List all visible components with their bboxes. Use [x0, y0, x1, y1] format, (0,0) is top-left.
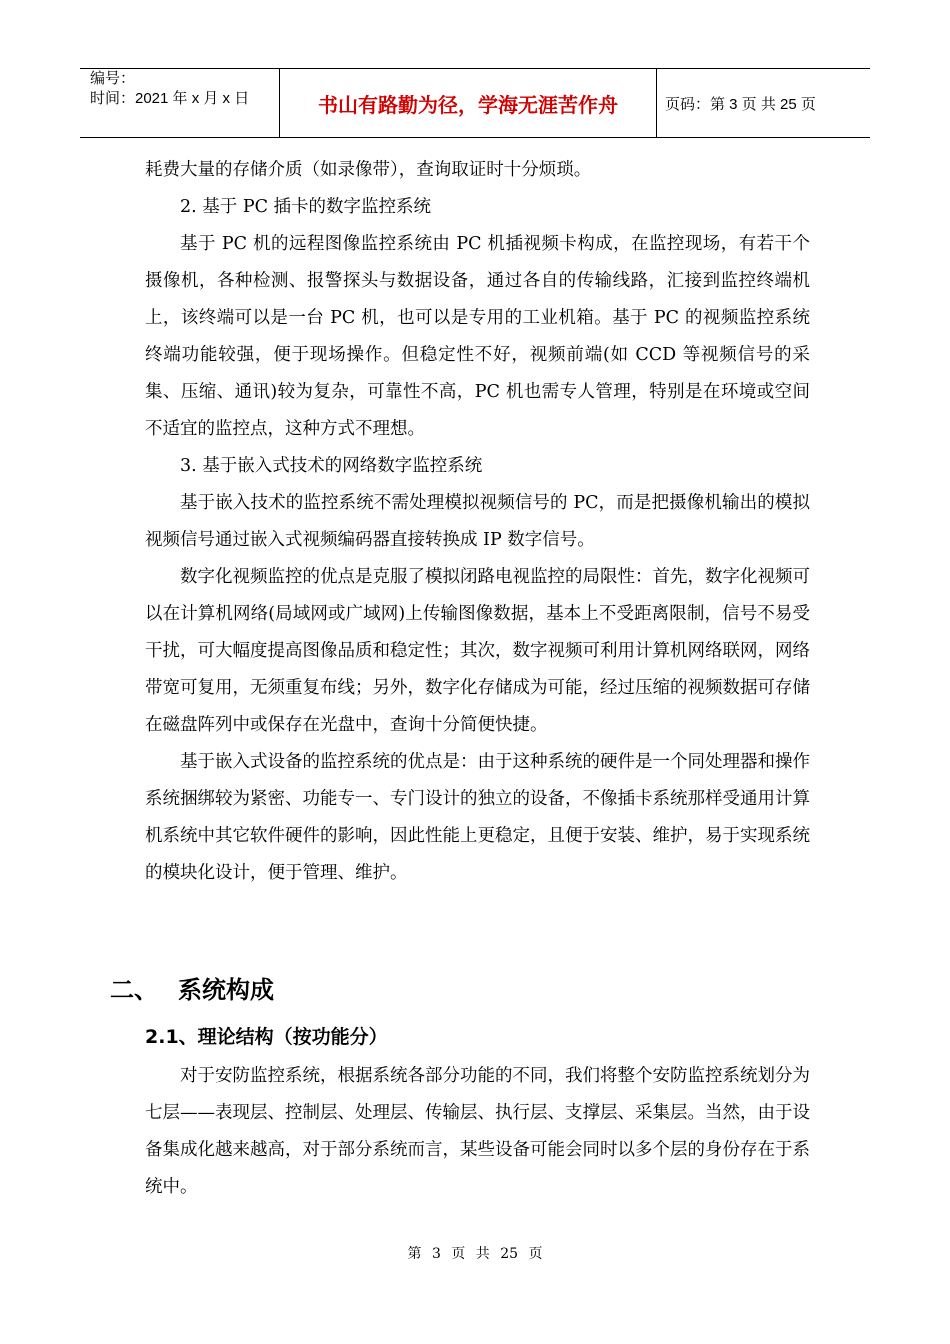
- page-header: [80, 68, 870, 138]
- section-number: 二、: [110, 976, 158, 1004]
- paragraph: 基于嵌入技术的监控系统不需处理模拟视频信号的 PC，而是把摄像机输出的模拟视频信号通过嵌入式视频编码器直接转换成 IP 数字信号。: [145, 493, 810, 550]
- body-text: [145, 152, 810, 892]
- section-heading: [110, 970, 274, 1005]
- subheading-embedded: 3. 基于嵌入式技术的网络数字监控系统: [180, 456, 483, 476]
- header-page-info: 页码：第 3 页 共 25 页: [665, 95, 816, 113]
- subsection-heading: 2.1、理论结构（按功能分）: [145, 1026, 388, 1048]
- page-footer: 第 3 页 共 25 页: [407, 1246, 543, 1262]
- paragraph: 数字化视频监控的优点是克服了模拟闭路电视监控的局限性：首先，数字化视频可以在计算机网络(局域网或广域网)上传输图像数据，基本上不受距离限制，信号不易受干扰，可大幅度提高图像品质和稳定性；其次，数字视频可利用计算机网络联网，网络带宽可复用，无须重复布线；另外，数字化存储成为可能，经过压缩的视频数据可存储在磁盘阵列中或保存在光盘中，查询十分简便快捷。: [145, 567, 810, 735]
- section-body: [145, 1058, 810, 1206]
- section-title: 系统构成: [178, 976, 274, 1004]
- document-date: 时间：2021 年 x 月 x 日: [90, 90, 250, 107]
- paragraph: 基于嵌入式设备的监控系统的优点是：由于这种系统的硬件是一个同处理器和操作系统捆绑较为紧密、功能专一、专门设计的独立的设备，不像插卡系统那样受通用计算机系统中其它软件硬件的影响，因此性能上更稳定，且便于安装、维护，易于实现系统的模块化设计，便于管理、维护。: [145, 752, 810, 883]
- paragraph: 基于 PC 机的远程图像监控系统由 PC 机插视频卡构成，在监控现场，有若干个摄像机，各种检测、报警探头与数据设备，通过各自的传输线路，汇接到监控终端机上，该终端可以是一台 PC 机，也可以是专用的工业机箱。基于 PC 的视频监控系统终端功能较强，便于现场操作。但稳定性不好，视频前端(如 CCD 等视频信号的采集、压缩、通讯)较为复杂，可靠性不高，PC 机也需专人管理，特别是在环境或空间不适宜的监控点，这种方式不理想。: [145, 234, 810, 439]
- paragraph: 对于安防监控系统，根据系统各部分功能的不同，我们将整个安防监控系统划分为七层——表现层、控制层、处理层、传输层、执行层、支撑层、采集层。当然，由于设备集成化越来越高，对于部分系统而言，某些设备可能会同时以多个层的身份存在于系统中。: [145, 1066, 810, 1197]
- header-motto: 书山有路勤为径，学海无涯苦作舟: [280, 69, 657, 137]
- document-number-label: 编号：: [90, 70, 136, 87]
- subheading-pc-card: 2. 基于 PC 插卡的数字监控系统: [180, 197, 432, 217]
- header-meta: [80, 69, 280, 137]
- paragraph: 耗费大量的存储介质（如录像带），查询取证时十分烦琐。: [145, 160, 592, 180]
